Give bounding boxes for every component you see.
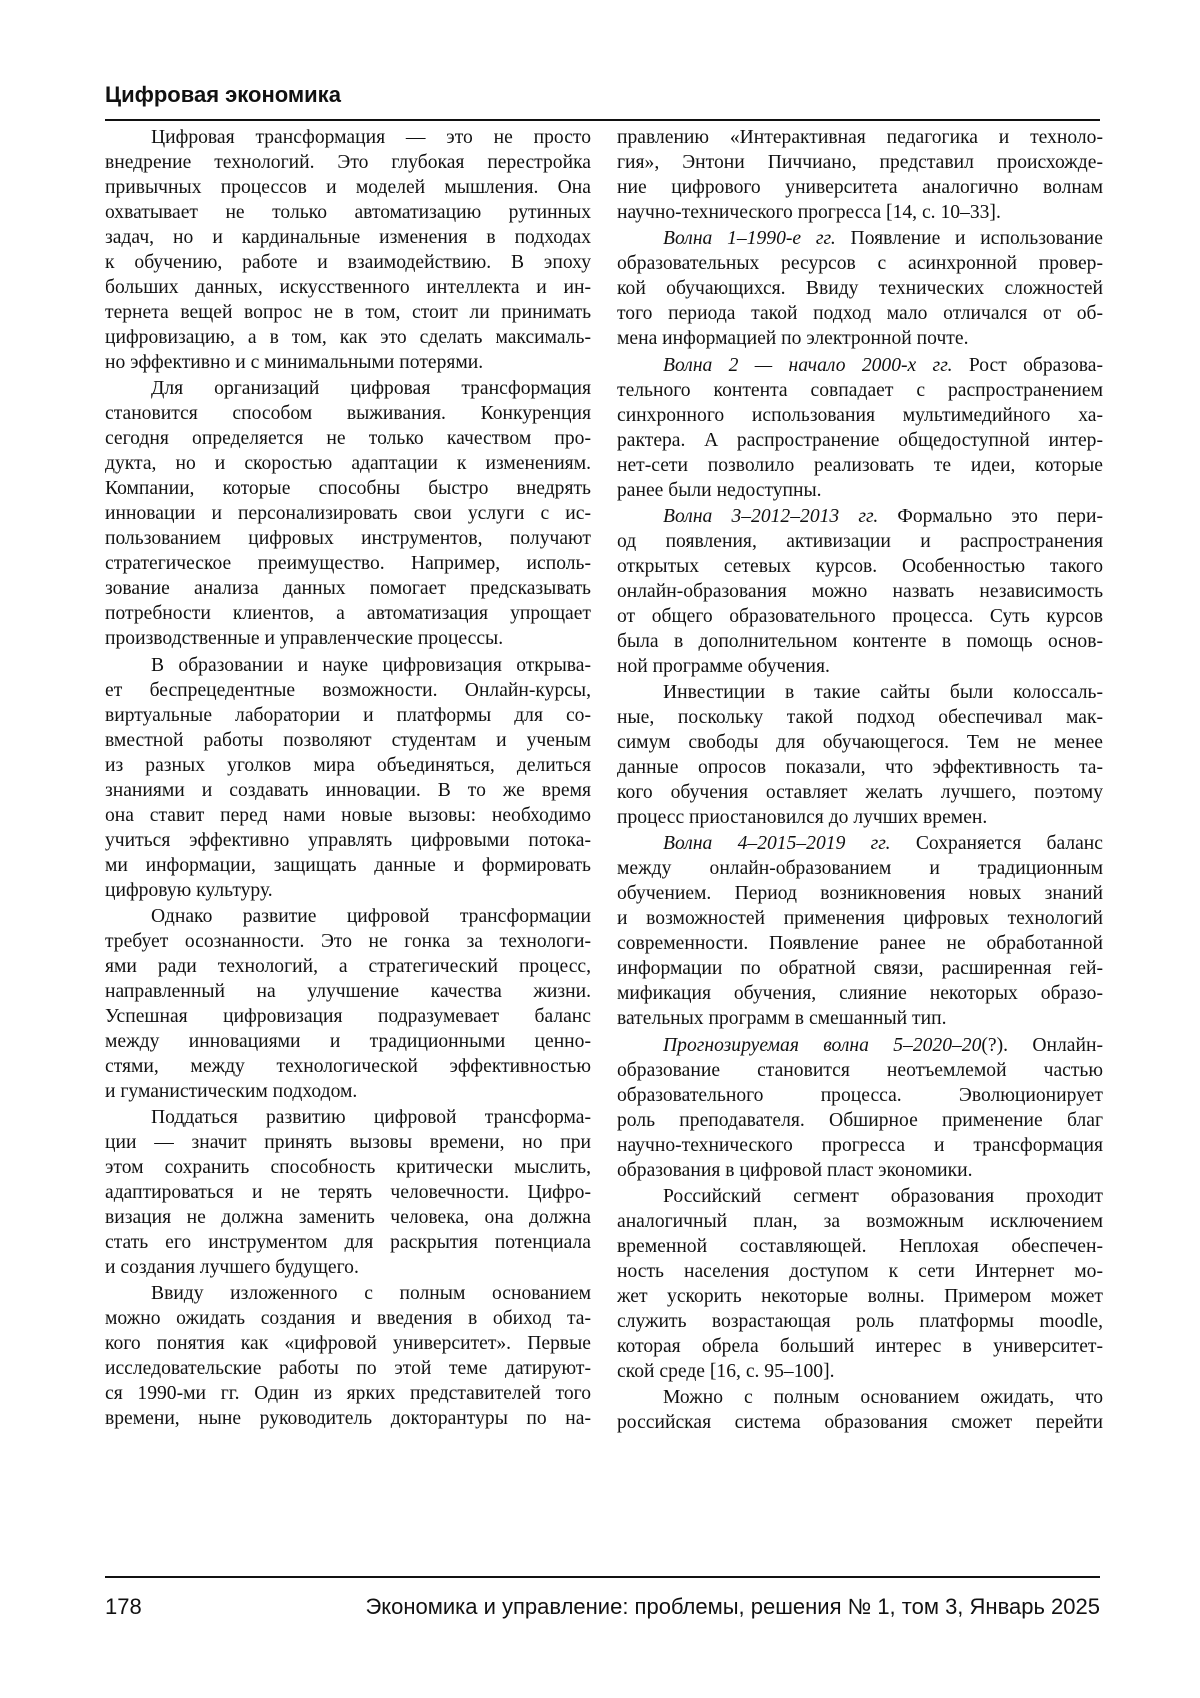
line-text: временной составляющей. Неплохая обеспечен- bbox=[617, 1236, 1103, 1257]
header-rule bbox=[105, 119, 1100, 121]
text-line bbox=[105, 1356, 591, 1381]
text-line bbox=[617, 755, 1103, 780]
line-text: Российский сегмент образования проходит bbox=[663, 1186, 1103, 1207]
line-text: образовательных ресурсов с асинхронной провер- bbox=[617, 253, 1103, 274]
line-text: вместной работы позволяют студентам и ученым bbox=[105, 730, 591, 751]
line-text: кого понятия как «цифровой университет». Первые bbox=[105, 1333, 591, 1354]
text-line bbox=[105, 350, 591, 375]
line-text: визация не должна заменить человека, она должна bbox=[105, 1207, 591, 1228]
paragraph bbox=[617, 1184, 1103, 1384]
line-text: знаниями и создавать инновации. В то же время bbox=[105, 780, 591, 801]
text-line bbox=[105, 929, 591, 954]
paragraph bbox=[617, 504, 1103, 679]
line-text: Цифровая трансформация — это не просто bbox=[151, 127, 591, 148]
line-text: ные, поскольку такой подход обеспечивал мак- bbox=[617, 707, 1103, 728]
text-line bbox=[105, 551, 591, 576]
text-line bbox=[105, 778, 591, 803]
text-line bbox=[617, 805, 1103, 830]
text-line bbox=[617, 453, 1103, 478]
text-line bbox=[617, 1410, 1103, 1435]
text-line bbox=[617, 301, 1103, 326]
line-text: больших данных, искусственного интеллекта и ин- bbox=[105, 277, 591, 298]
text-line bbox=[105, 1004, 591, 1029]
text-line bbox=[105, 728, 591, 753]
line-text: она ставит перед нами новые вызовы: необходимо bbox=[105, 805, 591, 826]
text-line bbox=[617, 1033, 1103, 1058]
text-line bbox=[617, 529, 1103, 554]
line-text: Успешная цифровизация подразумевает баланс bbox=[105, 1006, 591, 1027]
text-line bbox=[617, 604, 1103, 629]
line-text: ранее были недоступны. bbox=[617, 480, 822, 501]
text-line bbox=[105, 1155, 591, 1180]
text-line bbox=[617, 1133, 1103, 1158]
text-line bbox=[105, 678, 591, 703]
paragraph bbox=[617, 831, 1103, 1031]
page-number: 178 bbox=[105, 1594, 142, 1620]
line-text: инновации и персонализировать свои услуги с ис- bbox=[105, 503, 591, 524]
line-text: из разных уголков мира объединяться, делиться bbox=[105, 755, 591, 776]
text-line bbox=[617, 730, 1103, 755]
text-line bbox=[105, 501, 591, 526]
line-text: жет ускорить некоторые волны. Примером может bbox=[617, 1286, 1103, 1307]
line-text: открытых сетевых курсов. Особенностью такого bbox=[617, 556, 1103, 577]
line-text: задач, но и кардинальные изменения в подходах bbox=[105, 227, 591, 248]
line-text: охватывает не только автоматизацию рутинных bbox=[105, 202, 591, 223]
text-line bbox=[105, 576, 591, 601]
text-line bbox=[617, 554, 1103, 579]
paragraph bbox=[105, 1281, 591, 1431]
line-text: между инновациями и традиционными ценно- bbox=[105, 1031, 591, 1052]
italic-lead: Волна 4–2015–2019 гг. bbox=[663, 833, 891, 854]
line-text: ями ради технологий, а стратегический процесс, bbox=[105, 956, 591, 977]
text-line bbox=[617, 780, 1103, 805]
text-line bbox=[105, 1180, 591, 1205]
line-text: ность населения доступом к сети Интернет мо- bbox=[617, 1261, 1103, 1282]
text-line bbox=[105, 200, 591, 225]
text-line bbox=[105, 1130, 591, 1155]
text-line bbox=[617, 981, 1103, 1006]
journal-title: Экономика и управление: проблемы, решения № 1, том 3, Январь 2025 bbox=[365, 1594, 1100, 1620]
text-line bbox=[617, 956, 1103, 981]
paragraph bbox=[617, 125, 1103, 225]
text-line bbox=[617, 1284, 1103, 1309]
line-text: сегодня определяется не только качеством про- bbox=[105, 428, 591, 449]
line-text: тернета вещей вопрос не в том, стоит ли принимать bbox=[105, 302, 591, 323]
line-text: дукта, но и скоростью адаптации к изменениям. bbox=[105, 453, 591, 474]
line-text: ской среде [16, с. 95–100]. bbox=[617, 1361, 835, 1382]
text-line bbox=[617, 504, 1103, 529]
line-text: В образовании и науке цифровизация открыва- bbox=[151, 655, 591, 676]
text-line bbox=[617, 353, 1103, 378]
paragraph bbox=[105, 653, 591, 903]
line-text: потребности клиентов, а автоматизация упрощает bbox=[105, 603, 591, 624]
text-line bbox=[617, 654, 1103, 679]
text-line bbox=[105, 601, 591, 626]
line-text: образования в цифровой пласт экономики. bbox=[617, 1160, 973, 1181]
line-text: Можно с полным основанием ожидать, что bbox=[663, 1387, 1103, 1408]
text-line bbox=[617, 326, 1103, 351]
line-text: од появления, активизации и распространения bbox=[617, 531, 1103, 552]
line-text: внедрение технологий. Это глубокая перестройка bbox=[105, 152, 591, 173]
text-line bbox=[617, 226, 1103, 251]
line-text: ние цифрового университета аналогично волнам bbox=[617, 177, 1103, 198]
line-text: и гуманистическим подходом. bbox=[105, 1081, 357, 1102]
text-line bbox=[105, 476, 591, 501]
line-text: производственные и управленческие процессы. bbox=[105, 628, 503, 649]
line-text: Однако развитие цифровой трансформации bbox=[151, 906, 591, 927]
line-text: вательных программ в смешанный тип. bbox=[617, 1008, 947, 1029]
line-text: исследовательские работы по этой теме датируют- bbox=[105, 1358, 591, 1379]
line-text: гия», Энтони Пиччиано, представил происхожде- bbox=[617, 152, 1103, 173]
text-line bbox=[105, 1381, 591, 1406]
text-line bbox=[617, 1083, 1103, 1108]
text-line bbox=[105, 526, 591, 551]
text-line bbox=[617, 428, 1103, 453]
line-text: привычных процессов и моделей мышления. Она bbox=[105, 177, 591, 198]
line-text: этом сохранить способность критически мыслить, bbox=[105, 1157, 591, 1178]
text-line bbox=[105, 1029, 591, 1054]
italic-lead: Волна 2 — начало 2000-х гг. bbox=[663, 355, 953, 376]
line-text: Для организаций цифровая трансформация bbox=[151, 378, 591, 399]
line-text: Ввиду изложенного с полным основанием bbox=[151, 1283, 591, 1304]
line-text: роль преподавателя. Обширное применение благ bbox=[617, 1110, 1103, 1131]
text-line bbox=[105, 150, 591, 175]
line-text: аналогичный план, за возможным исключением bbox=[617, 1211, 1103, 1232]
text-line bbox=[617, 705, 1103, 730]
line-text: кой обучающихся. Ввиду технических сложностей bbox=[617, 278, 1103, 299]
line-text: онлайн-образования можно назвать независимость bbox=[617, 581, 1103, 602]
line-text: стратегическое преимущество. Например, исполь- bbox=[105, 553, 591, 574]
line-text: информации по обратной связи, расширенная гей- bbox=[617, 958, 1103, 979]
text-line bbox=[105, 954, 591, 979]
paragraph bbox=[105, 125, 591, 375]
line-text: кого обучения оставляет желать лучшего, поэтому bbox=[617, 782, 1103, 803]
line-text: современности. Появление ранее не обработанной bbox=[617, 933, 1103, 954]
running-header: Цифровая экономика bbox=[105, 82, 341, 108]
text-line bbox=[105, 225, 591, 250]
line-text: была в дополнительном контенте в помощь основ- bbox=[617, 631, 1103, 652]
text-line bbox=[617, 150, 1103, 175]
text-line bbox=[105, 1306, 591, 1331]
text-line bbox=[617, 200, 1103, 225]
text-line bbox=[617, 1158, 1103, 1183]
text-line bbox=[105, 325, 591, 350]
footer-rule bbox=[105, 1576, 1100, 1578]
text-line bbox=[105, 878, 591, 903]
text-line bbox=[617, 175, 1103, 200]
line-text: между онлайн-образованием и традиционным bbox=[617, 858, 1103, 879]
left-column bbox=[105, 125, 591, 1433]
text-line bbox=[617, 478, 1103, 503]
text-line bbox=[105, 703, 591, 728]
text-line bbox=[105, 401, 591, 426]
line-text: ми информации, защищать данные и формировать bbox=[105, 855, 591, 876]
text-line bbox=[617, 1234, 1103, 1259]
text-line bbox=[617, 629, 1103, 654]
text-line bbox=[617, 1108, 1103, 1133]
line-text: к обучению, работе и взаимодействию. В эпоху bbox=[105, 252, 591, 273]
line-text: Инвестиции в такие сайты были колоссаль- bbox=[663, 682, 1103, 703]
line-text: ся 1990-ми гг. Один из ярких представителей того bbox=[105, 1383, 591, 1404]
text-line bbox=[617, 881, 1103, 906]
text-line bbox=[105, 376, 591, 401]
line-text: пользованием цифровых инструментов, получают bbox=[105, 528, 591, 549]
text-line bbox=[617, 680, 1103, 705]
text-line bbox=[105, 451, 591, 476]
line-text: процесс приостановился до лучших времен. bbox=[617, 807, 987, 828]
text-line bbox=[617, 1309, 1103, 1334]
text-line bbox=[617, 906, 1103, 931]
line-text: мификация обучения, слияние некоторых образо- bbox=[617, 983, 1103, 1004]
line-text: служить возрастающая роль платформы moodle, bbox=[617, 1311, 1103, 1332]
text-line bbox=[105, 175, 591, 200]
text-line bbox=[617, 1184, 1103, 1209]
text-line bbox=[105, 1205, 591, 1230]
text-line bbox=[617, 403, 1103, 428]
text-line bbox=[105, 626, 591, 651]
text-line bbox=[105, 1230, 591, 1255]
text-line bbox=[105, 250, 591, 275]
line-text: правлению «Интерактивная педагогика и техноло- bbox=[617, 127, 1103, 148]
paragraph bbox=[617, 226, 1103, 351]
text-line bbox=[105, 1054, 591, 1079]
paragraph bbox=[105, 376, 591, 651]
text-line bbox=[105, 904, 591, 929]
text-line bbox=[105, 803, 591, 828]
text-line bbox=[617, 1334, 1103, 1359]
text-line bbox=[617, 1359, 1103, 1384]
text-line bbox=[105, 275, 591, 300]
line-text: цифровую культуру. bbox=[105, 880, 273, 901]
text-line bbox=[105, 1079, 591, 1104]
line-text: Рост образова- bbox=[953, 355, 1104, 376]
line-text: ет беспрецедентные возможности. Онлайн-курсы, bbox=[105, 680, 591, 701]
text-line bbox=[617, 276, 1103, 301]
text-line bbox=[105, 125, 591, 150]
line-text: ной программе обучения. bbox=[617, 656, 830, 677]
right-column bbox=[617, 125, 1103, 1437]
italic-lead: Волна 3–2012–2013 гг. bbox=[663, 506, 878, 527]
line-text: симум свободы для обучающегося. Тем не менее bbox=[617, 732, 1103, 753]
line-text: можно ожидать создания и введения в обиход та- bbox=[105, 1308, 591, 1329]
text-line bbox=[105, 1281, 591, 1306]
line-text: Появление и использование bbox=[836, 228, 1103, 249]
line-text: рактера. А распространение общедоступной интер- bbox=[617, 430, 1103, 451]
line-text: Формально это пери- bbox=[878, 506, 1103, 527]
text-line bbox=[105, 1406, 591, 1431]
line-text: научно-технического прогресса и трансформация bbox=[617, 1135, 1103, 1156]
italic-lead: Прогнозируемая волна 5–2020–20 bbox=[663, 1035, 981, 1056]
line-text: научно-технического прогресса [14, с. 10–33]. bbox=[617, 202, 1001, 223]
line-text: учиться эффективно управлять цифровыми потока- bbox=[105, 830, 591, 851]
line-text: зование анализа данных помогает предсказывать bbox=[105, 578, 591, 599]
line-text: и создания лучшего будущего. bbox=[105, 1257, 359, 1278]
text-line bbox=[617, 1058, 1103, 1083]
line-text: нет-сети позволило реализовать те идеи, которые bbox=[617, 455, 1103, 476]
text-line bbox=[105, 426, 591, 451]
paragraph bbox=[617, 353, 1103, 503]
text-line bbox=[617, 125, 1103, 150]
text-line bbox=[617, 1209, 1103, 1234]
text-line bbox=[617, 251, 1103, 276]
paragraph bbox=[617, 680, 1103, 830]
text-line bbox=[617, 378, 1103, 403]
line-text: образование становится неотъемлемой частью bbox=[617, 1060, 1103, 1081]
text-line bbox=[105, 1255, 591, 1280]
line-text: того периода такой подход мало отличался от об- bbox=[617, 303, 1103, 324]
text-line bbox=[617, 1385, 1103, 1410]
line-text: требует осознанности. Это не гонка за технологи- bbox=[105, 931, 591, 952]
text-line bbox=[105, 979, 591, 1004]
line-text: ции — значит принять вызовы времени, но при bbox=[105, 1132, 591, 1153]
text-line bbox=[105, 753, 591, 778]
text-line bbox=[105, 1105, 591, 1130]
text-line bbox=[105, 1331, 591, 1356]
line-text: Сохраняется баланс bbox=[891, 833, 1103, 854]
paragraph bbox=[105, 1105, 591, 1280]
line-text: российская система образования сможет перейти bbox=[617, 1412, 1103, 1433]
line-text: стями, между технологической эффективностью bbox=[105, 1056, 591, 1077]
italic-lead: Волна 1–1990-е гг. bbox=[663, 228, 836, 249]
line-text: направленный на улучшение качества жизни. bbox=[105, 981, 591, 1002]
line-text: Поддаться развитию цифровой трансформа- bbox=[151, 1107, 591, 1128]
line-text: адаптироваться и не терять человечности. Цифро- bbox=[105, 1182, 591, 1203]
text-line bbox=[617, 856, 1103, 881]
text-line bbox=[617, 1006, 1103, 1031]
line-text: времени, ныне руководитель докторантуры по на- bbox=[105, 1408, 591, 1429]
line-text: цифровизацию, а в том, как это сделать максималь- bbox=[105, 327, 591, 348]
line-text: виртуальные лаборатории и платформы для со- bbox=[105, 705, 591, 726]
text-line bbox=[105, 300, 591, 325]
text-line bbox=[617, 831, 1103, 856]
text-line bbox=[617, 1259, 1103, 1284]
text-line bbox=[105, 653, 591, 678]
line-text: от общего образовательного процесса. Суть курсов bbox=[617, 606, 1103, 627]
line-text: Компании, которые способны быстро внедрять bbox=[105, 478, 591, 499]
line-text: (?). Онлайн- bbox=[981, 1035, 1103, 1056]
line-text: синхронного использования мультимедийного ха- bbox=[617, 405, 1103, 426]
line-text: образовательного процесса. Эволюционирует bbox=[617, 1085, 1103, 1106]
line-text: и возможностей применения цифровых технологий bbox=[617, 908, 1103, 929]
text-line bbox=[617, 579, 1103, 604]
line-text: данные опросов показали, что эффективность та- bbox=[617, 757, 1103, 778]
text-line bbox=[105, 828, 591, 853]
line-text: тельного контента совпадает с распространением bbox=[617, 380, 1103, 401]
text-line bbox=[105, 853, 591, 878]
line-text: которая обрела больший интерес в университет- bbox=[617, 1336, 1103, 1357]
line-text: но эффективно и с минимальными потерями. bbox=[105, 352, 483, 373]
text-line bbox=[617, 931, 1103, 956]
line-text: становится способом выживания. Конкуренция bbox=[105, 403, 591, 424]
line-text: обучением. Период возникновения новых знаний bbox=[617, 883, 1103, 904]
line-text: мена информацией по электронной почте. bbox=[617, 328, 968, 349]
paragraph bbox=[617, 1385, 1103, 1435]
paragraph bbox=[617, 1033, 1103, 1183]
line-text: стать его инструментом для раскрытия потенциала bbox=[105, 1232, 591, 1253]
paragraph bbox=[105, 904, 591, 1104]
